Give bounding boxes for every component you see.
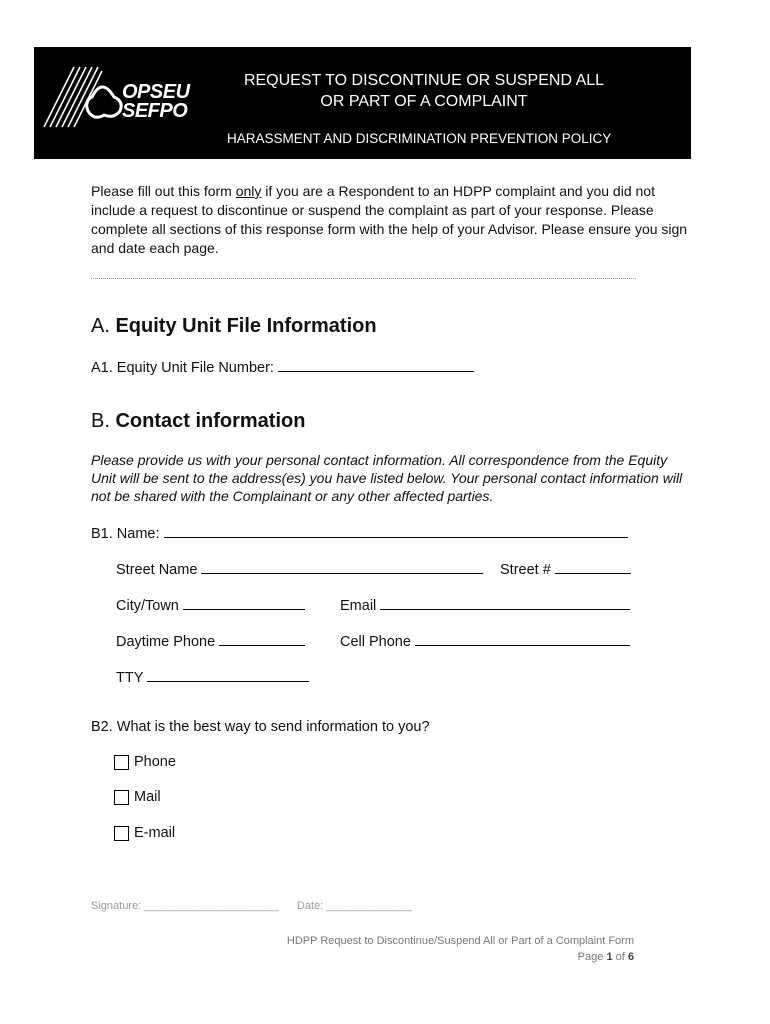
- form-name-footer: HDPP Request to Discontinue/Suspend All or Part of a Complaint Form: [286, 935, 634, 947]
- name-field[interactable]: B1. Name:: [91, 522, 628, 542]
- signature-date-line: [91, 900, 412, 912]
- street-name-field[interactable]: Street Name: [116, 558, 483, 578]
- page-number: Page 1 of 6: [577, 951, 634, 963]
- intro-paragraph: Please fill out this form only if you are a Respondent to an HDPP complaint and you did not include a request to discontinue or suspend the complaint as part of your response. Please complete all sections of this response form with the help of your Advisor. Please ensure you sign and date each page.: [91, 183, 688, 256]
- daytime-phone-line[interactable]: [219, 630, 305, 646]
- section-b-heading: B. Contact information: [91, 410, 306, 432]
- email-line[interactable]: [380, 594, 630, 610]
- form-subtitle: HARASSMENT AND DISCRIMINATION PREVENTION POLICY: [227, 131, 612, 146]
- city-field[interactable]: City/Town: [116, 594, 305, 614]
- city-line[interactable]: [183, 594, 305, 610]
- street-name-line[interactable]: [201, 558, 483, 574]
- tty-field[interactable]: TTY: [116, 666, 309, 686]
- tty-line[interactable]: [147, 666, 309, 682]
- option-email[interactable]: E-mail: [114, 825, 175, 841]
- section-b-description: Please provide us with your personal contact information. All correspondence from the Equity Unit will be sent to the address(es) you have listed below. Your personal contact information will not be shared with the Complainant or any other affected parties.: [91, 452, 683, 504]
- daytime-phone-field[interactable]: Daytime Phone: [116, 630, 305, 650]
- signature-field[interactable]: Signature: ______________________: [91, 900, 279, 912]
- name-line[interactable]: [164, 522, 628, 538]
- street-number-line[interactable]: [555, 558, 631, 574]
- file-number-field[interactable]: A1. Equity Unit File Number:: [91, 356, 474, 376]
- cell-phone-line[interactable]: [415, 630, 630, 646]
- b2-question: B2. What is the best way to send information to you?: [91, 719, 430, 735]
- street-number-field[interactable]: Street #: [500, 558, 631, 578]
- form-title: REQUEST TO DISCONTINUE OR SUSPEND ALL OR PART OF A COMPLAINT: [243, 72, 605, 110]
- header-banner: [34, 47, 691, 159]
- email-checkbox[interactable]: [114, 826, 129, 841]
- phone-checkbox[interactable]: [114, 755, 129, 770]
- section-a-heading: A. Equity Unit File Information: [91, 315, 377, 337]
- mail-checkbox[interactable]: [114, 790, 129, 805]
- logo-text: OPSEU SEFPO: [122, 81, 190, 122]
- option-phone[interactable]: Phone: [114, 754, 176, 770]
- option-mail[interactable]: Mail: [114, 789, 161, 805]
- email-field[interactable]: Email: [340, 594, 630, 614]
- dotted-divider: [91, 278, 636, 279]
- date-field[interactable]: Date: ______________: [296, 900, 412, 912]
- page-footer: [287, 933, 634, 965]
- cell-phone-field[interactable]: Cell Phone: [340, 630, 630, 650]
- file-number-line[interactable]: [278, 356, 474, 372]
